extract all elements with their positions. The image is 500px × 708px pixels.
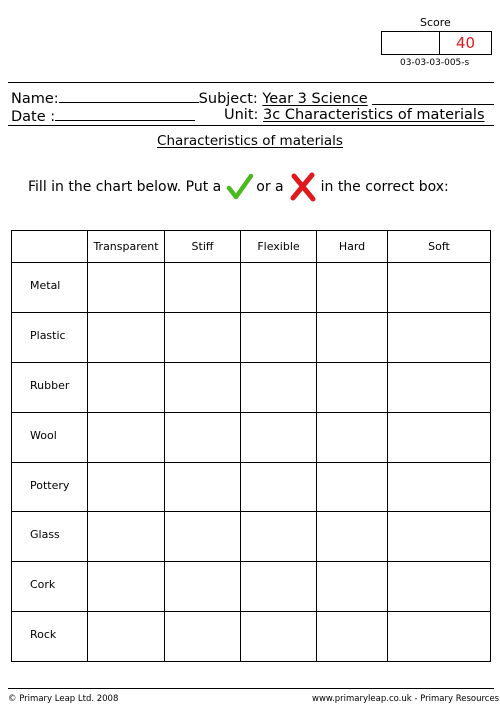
- answer-cell[interactable]: [388, 462, 491, 512]
- table-row: [12, 263, 491, 313]
- subject-line-extension: [372, 104, 494, 105]
- answer-cell[interactable]: [317, 312, 388, 362]
- answer-cell[interactable]: [88, 312, 165, 362]
- answer-cell[interactable]: [88, 512, 165, 562]
- answer-cell[interactable]: [165, 612, 241, 662]
- answer-cell[interactable]: [165, 462, 241, 512]
- row-label: Glass: [12, 512, 88, 562]
- answer-cell[interactable]: [165, 562, 241, 612]
- answer-cell[interactable]: [317, 612, 388, 662]
- answer-cell[interactable]: [317, 412, 388, 462]
- answer-cell[interactable]: [165, 512, 241, 562]
- row-label: Cork: [12, 562, 88, 612]
- answer-cell[interactable]: [241, 512, 317, 562]
- answer-cell[interactable]: [241, 462, 317, 512]
- answer-cell[interactable]: [388, 263, 491, 313]
- table-row: [12, 362, 491, 412]
- answer-cell[interactable]: [241, 412, 317, 462]
- answer-cell[interactable]: [317, 512, 388, 562]
- table-row: [12, 312, 491, 362]
- header-bottom-rule: [8, 125, 494, 126]
- corner-cell: [12, 231, 88, 263]
- column-header: Stiff: [165, 231, 241, 263]
- table-row: [12, 612, 491, 662]
- header-row-date: [11, 107, 195, 126]
- answer-cell[interactable]: [241, 312, 317, 362]
- answer-cell[interactable]: [241, 263, 317, 313]
- header-row-unit: [224, 107, 485, 124]
- answer-cell[interactable]: [317, 362, 388, 412]
- row-label: Rock: [12, 612, 88, 662]
- instruction-part1: Fill in the chart below. Put a: [28, 179, 222, 195]
- score-box: [381, 31, 492, 55]
- answer-cell[interactable]: [241, 362, 317, 412]
- materials-chart: [11, 230, 491, 662]
- answer-cell[interactable]: [241, 612, 317, 662]
- sheet-code: 03-03-03-005-s: [400, 58, 470, 68]
- answer-cell[interactable]: [317, 263, 388, 313]
- column-header: Flexible: [241, 231, 317, 263]
- column-header: Soft: [388, 231, 491, 263]
- answer-cell[interactable]: [88, 362, 165, 412]
- date-line: [55, 107, 195, 121]
- footer-rule: [8, 688, 494, 689]
- answer-cell[interactable]: [388, 362, 491, 412]
- answer-cell[interactable]: [165, 362, 241, 412]
- answer-cell[interactable]: [388, 562, 491, 612]
- chart-header-row: [12, 231, 491, 263]
- row-label: Wool: [12, 412, 88, 462]
- footer-copyright: © Primary Leap Ltd. 2008: [8, 694, 119, 704]
- instruction-part2: or a: [256, 179, 284, 195]
- worksheet-title: Characteristics of materials: [157, 133, 343, 149]
- instruction-part3: in the correct box:: [320, 179, 449, 195]
- answer-cell[interactable]: [165, 412, 241, 462]
- name-line: [59, 89, 199, 103]
- table-row: [12, 412, 491, 462]
- answer-cell[interactable]: [388, 412, 491, 462]
- column-header: Transparent: [88, 231, 165, 263]
- answer-cell[interactable]: [88, 462, 165, 512]
- footer-website: www.primaryleap.co.uk - Primary Resources: [312, 694, 500, 704]
- table-row: [12, 562, 491, 612]
- row-label: Metal: [12, 263, 88, 313]
- answer-cell[interactable]: [241, 562, 317, 612]
- date-label: Date :: [11, 109, 56, 125]
- answer-cell[interactable]: [88, 612, 165, 662]
- subject-label: Subject:: [198, 91, 258, 107]
- answer-cell[interactable]: [88, 263, 165, 313]
- name-label: Name:: [11, 91, 59, 107]
- table-row: [12, 512, 491, 562]
- score-value: 40: [455, 34, 476, 52]
- answer-cell[interactable]: [88, 562, 165, 612]
- unit-label: Unit:: [224, 107, 259, 123]
- cross-icon: [288, 172, 318, 202]
- score-label: Score: [420, 16, 451, 29]
- answer-cell[interactable]: [165, 263, 241, 313]
- answer-cell[interactable]: [388, 612, 491, 662]
- header-row-name: [11, 89, 368, 108]
- score-blank-cell: [382, 32, 440, 54]
- instruction: [28, 172, 449, 202]
- answer-cell[interactable]: [388, 312, 491, 362]
- check-icon: [226, 173, 254, 201]
- row-label: Pottery: [12, 462, 88, 512]
- answer-cell[interactable]: [165, 312, 241, 362]
- table-row: [12, 462, 491, 512]
- row-label: Plastic: [12, 312, 88, 362]
- answer-cell[interactable]: [388, 512, 491, 562]
- answer-cell[interactable]: [88, 412, 165, 462]
- answer-cell[interactable]: [317, 462, 388, 512]
- column-header: Hard: [317, 231, 388, 263]
- row-label: Rubber: [12, 362, 88, 412]
- subject-value: Year 3 Science: [262, 91, 368, 107]
- unit-value: 3c Characteristics of materials: [263, 107, 485, 123]
- answer-cell[interactable]: [317, 562, 388, 612]
- header-top-rule: [8, 82, 494, 83]
